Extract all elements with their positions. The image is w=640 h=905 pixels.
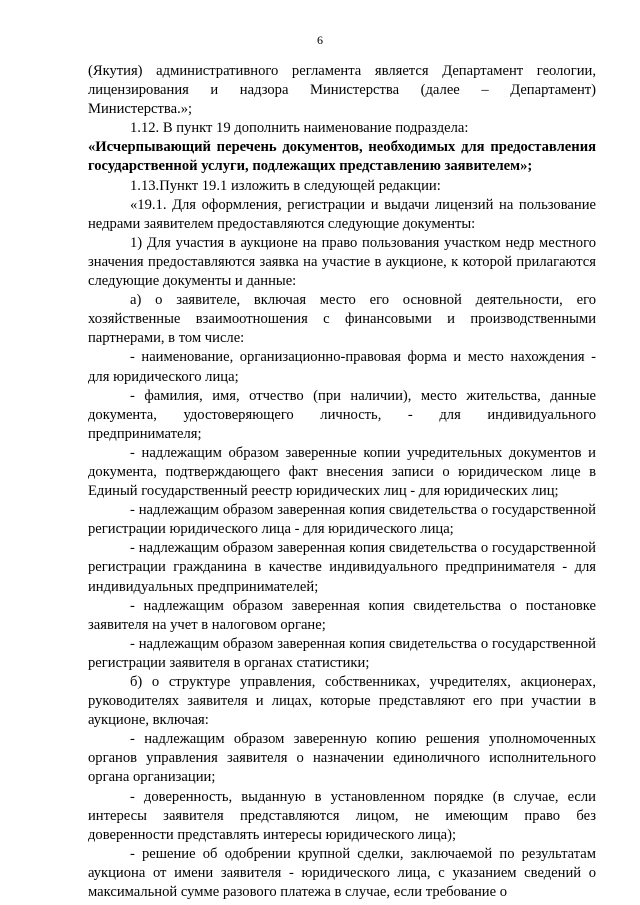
bold-text: «Исчерпывающий перечень документов, необходимых для предоставления государственной услуги, подлежащих представлению заявителем»;: [88, 139, 596, 175]
paragraph-16: - надлежащим образом заверенную копию решения уполномоченных органов управления заявителя о назначении единоличного исполнительного органа организации;: [88, 731, 596, 786]
paragraph-7: а) о заявителе, включая место его основной деятельности, его хозяйственные взаимоотношения с финансовыми и производственными партнерами, в том числе:: [88, 292, 596, 347]
paragraph-15: б) о структуре управления, собственниках, учредителях, акционерах, руководителях заявителя и лицах, которые представляют его при участии в аукционе, включая:: [88, 674, 596, 729]
paragraph-14: - надлежащим образом заверенная копия свидетельства о государственной регистрации заявителя в органах статистики;: [88, 635, 596, 671]
paragraph-3-subsection-title: [88, 138, 596, 176]
paragraph-17: - доверенность, выданную в установленном порядке (в случае, если интересы заявителя представляются лицом, не имеющим право без доверенности представлять интересы юридического лица);: [88, 788, 596, 843]
paragraph-4: 1.13.Пункт 19.1 изложить в следующей редакции:: [130, 177, 441, 194]
paragraph-5: «19.1. Для оформления, регистрации и выдачи лицензий на пользование недрами заявителем предоставляются следующие документы:: [88, 196, 596, 232]
paragraph-12: - надлежащим образом заверенная копия свидетельства о государственной регистрации гражданина в качестве индивидуального предпринимателя - для индивидуальных предпринимателей;: [88, 540, 596, 595]
paragraph-18: - решение об одобрении крупной сделки, заключаемой по результатам аукциона от имени заявителя - юридического лица, с указанием сведений о максимальной сумме разового платежа в случае, если требование о: [88, 845, 596, 901]
paragraph-1: (Якутия) административного регламента является Департамент геологии, лицензирования и надзора Министерства (далее – Департамент) Министерства.»;: [88, 63, 596, 118]
paragraph-13: - надлежащим образом заверенная копия свидетельства о постановке заявителя на учет в налоговом органе;: [88, 597, 596, 633]
paragraph-8: - наименование, организационно-правовая форма и место нахождения - для юридического лица;: [88, 349, 596, 385]
paragraph-11: - надлежащим образом заверенная копия свидетельства о государственной регистрации юридического лица - для юридического лица;: [88, 502, 596, 538]
document-body: [88, 62, 596, 902]
page-number: 6: [317, 33, 323, 47]
paragraph-9: - фамилия, имя, отчество (при наличии), место жительства, данные документа, удостоверяющего личность, - для индивидуального предпринимателя;: [88, 387, 596, 442]
paragraph-6: 1) Для участия в аукционе на право пользования участком недр местного значения предоставляются заявка на участие в аукционе, к которой прилагаются следующие документы и данные:: [88, 234, 596, 290]
paragraph-10: - надлежащим образом заверенные копии учредительных документов и документа, подтверждающего факт внесения записи о юридическом лице в Единый государственный реестр юридических лиц - для юридических лиц;: [88, 444, 596, 500]
paragraph-2: 1.12. В пункт 19 дополнить наименование подраздела:: [130, 120, 469, 137]
